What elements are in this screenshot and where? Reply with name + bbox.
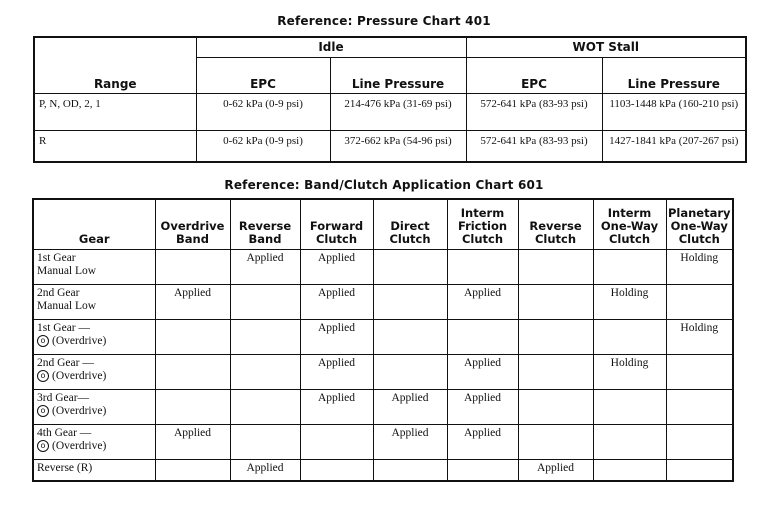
application-cell: [155, 459, 230, 481]
header-direct-clutch: Direct Clutch: [373, 199, 447, 249]
gear-sublabel: [37, 405, 152, 418]
overdrive-icon: o: [37, 370, 49, 382]
gear-sublabel-text: Manual Low: [37, 264, 97, 277]
pressure-chart-title: Reference: Pressure Chart 401: [277, 14, 491, 28]
table-row: [33, 389, 733, 424]
application-cell: Applied: [518, 459, 593, 481]
gear-label: 1st Gear: [37, 251, 76, 264]
application-cell: Applied: [155, 424, 230, 459]
wot-epc-cell: 572-641 kPa (83-93 psi): [466, 93, 602, 130]
application-cell: [447, 459, 518, 481]
application-cell: [155, 249, 230, 284]
gear-cell: [33, 284, 155, 319]
application-cell: Holding: [666, 249, 733, 284]
gear-cell: [33, 424, 155, 459]
header-reverse-band: Reverse Band: [230, 199, 300, 249]
application-cell: [230, 284, 300, 319]
gear-sublabel: [37, 300, 152, 313]
application-cell: [230, 354, 300, 389]
application-cell: [300, 424, 373, 459]
idle-line-cell: 214-476 kPa (31-69 psi): [330, 93, 466, 130]
application-cell: [155, 389, 230, 424]
application-cell: Applied: [300, 284, 373, 319]
application-cell: [666, 284, 733, 319]
gear-label: 2nd Gear: [37, 286, 80, 299]
application-cell: Applied: [300, 389, 373, 424]
gear-sublabel: [37, 265, 152, 278]
table-row: [33, 424, 733, 459]
application-cell: [373, 249, 447, 284]
table-row: [33, 284, 733, 319]
application-cell: [518, 319, 593, 354]
application-cell: [155, 319, 230, 354]
application-cell: [373, 284, 447, 319]
gear-cell: [33, 389, 155, 424]
header-idle: Idle: [196, 37, 466, 57]
application-cell: Applied: [300, 249, 373, 284]
application-cell: Holding: [666, 319, 733, 354]
pressure-row: [34, 130, 746, 162]
range-cell: R: [34, 130, 196, 162]
idle-line-cell: 372-662 kPa (54-96 psi): [330, 130, 466, 162]
application-cell: [155, 354, 230, 389]
header-reverse-clutch: Reverse Clutch: [518, 199, 593, 249]
application-cell: [593, 389, 666, 424]
application-cell: [373, 459, 447, 481]
gear-label: 1st Gear —: [37, 321, 91, 334]
application-cell: Applied: [373, 389, 447, 424]
overdrive-icon: o: [37, 440, 49, 452]
gear-sublabel-text: Manual Low: [37, 299, 97, 312]
gear-cell: [33, 459, 155, 481]
application-cell: [593, 459, 666, 481]
header-idle-line-pressure: Line Pressure: [330, 57, 466, 93]
application-cell: Applied: [300, 354, 373, 389]
application-cell: [518, 354, 593, 389]
application-cell: [666, 354, 733, 389]
header-wot-stall: WOT Stall: [466, 37, 746, 57]
wot-epc-cell: 572-641 kPa (83-93 psi): [466, 130, 602, 162]
application-cell: [300, 459, 373, 481]
idle-epc-cell: 0-62 kPa (0-9 psi): [196, 130, 330, 162]
gear-cell: [33, 354, 155, 389]
application-cell: Applied: [230, 459, 300, 481]
header-interm-friction-clutch: Interm Friction Clutch: [447, 199, 518, 249]
pressure-row: [34, 93, 746, 130]
application-cell: Applied: [447, 354, 518, 389]
idle-epc-cell: 0-62 kPa (0-9 psi): [196, 93, 330, 130]
application-cell: [230, 319, 300, 354]
gear-sublabel-text: (Overdrive): [52, 439, 107, 452]
gear-sublabel-text: (Overdrive): [52, 404, 107, 417]
header-planetary-one-way-clutch: Planetary One-Way Clutch: [666, 199, 733, 249]
application-cell: Holding: [593, 284, 666, 319]
header-idle-epc: EPC: [196, 57, 330, 93]
application-cell: [666, 424, 733, 459]
application-cell: Applied: [447, 424, 518, 459]
band-clutch-chart-title: Reference: Band/Clutch Application Chart 601: [224, 178, 544, 192]
gear-sublabel: [37, 370, 152, 383]
application-cell: [447, 319, 518, 354]
table-row: [33, 459, 733, 481]
gear-sublabel-text: (Overdrive): [52, 334, 107, 347]
table-row: [33, 354, 733, 389]
gear-label: Reverse (R): [37, 461, 93, 474]
application-cell: [518, 389, 593, 424]
overdrive-icon: o: [37, 335, 49, 347]
pressure-chart-table: [33, 36, 747, 163]
application-cell: [666, 389, 733, 424]
band-clutch-table: [32, 198, 734, 482]
gear-sublabel-text: (Overdrive): [52, 369, 107, 382]
application-cell: [447, 249, 518, 284]
gear-label: 3rd Gear—: [37, 391, 90, 404]
wot-line-cell: 1103-1448 kPa (160-210 psi): [602, 93, 746, 130]
application-cell: [230, 424, 300, 459]
application-cell: [373, 354, 447, 389]
gear-sublabel: [37, 440, 152, 453]
application-cell: [593, 424, 666, 459]
application-cell: [518, 284, 593, 319]
gear-cell: [33, 249, 155, 284]
overdrive-icon: o: [37, 405, 49, 417]
table-row: [33, 319, 733, 354]
application-cell: [593, 249, 666, 284]
application-cell: Applied: [447, 389, 518, 424]
table-row: [33, 249, 733, 284]
gear-sublabel: [37, 335, 152, 348]
application-cell: Applied: [373, 424, 447, 459]
header-overdrive-band: Overdrive Band: [155, 199, 230, 249]
application-cell: [518, 249, 593, 284]
application-cell: Holding: [593, 354, 666, 389]
application-cell: [373, 319, 447, 354]
header-wot-line-pressure: Line Pressure: [602, 57, 746, 93]
application-cell: [666, 459, 733, 481]
gear-label: 2nd Gear —: [37, 356, 94, 369]
range-cell: P, N, OD, 2, 1: [34, 93, 196, 130]
gear-label: 4th Gear —: [37, 426, 92, 439]
wot-line-cell: 1427-1841 kPa (207-267 psi): [602, 130, 746, 162]
header-wot-epc: EPC: [466, 57, 602, 93]
gear-cell: [33, 319, 155, 354]
application-cell: [230, 389, 300, 424]
application-cell: Applied: [155, 284, 230, 319]
application-cell: [518, 424, 593, 459]
application-cell: Applied: [447, 284, 518, 319]
header-gear: Gear: [33, 199, 155, 249]
header-interm-one-way-clutch: Interm One-Way Clutch: [593, 199, 666, 249]
application-cell: Applied: [230, 249, 300, 284]
header-forward-clutch: Forward Clutch: [300, 199, 373, 249]
application-cell: [593, 319, 666, 354]
header-range: Range: [34, 37, 196, 93]
application-cell: Applied: [300, 319, 373, 354]
